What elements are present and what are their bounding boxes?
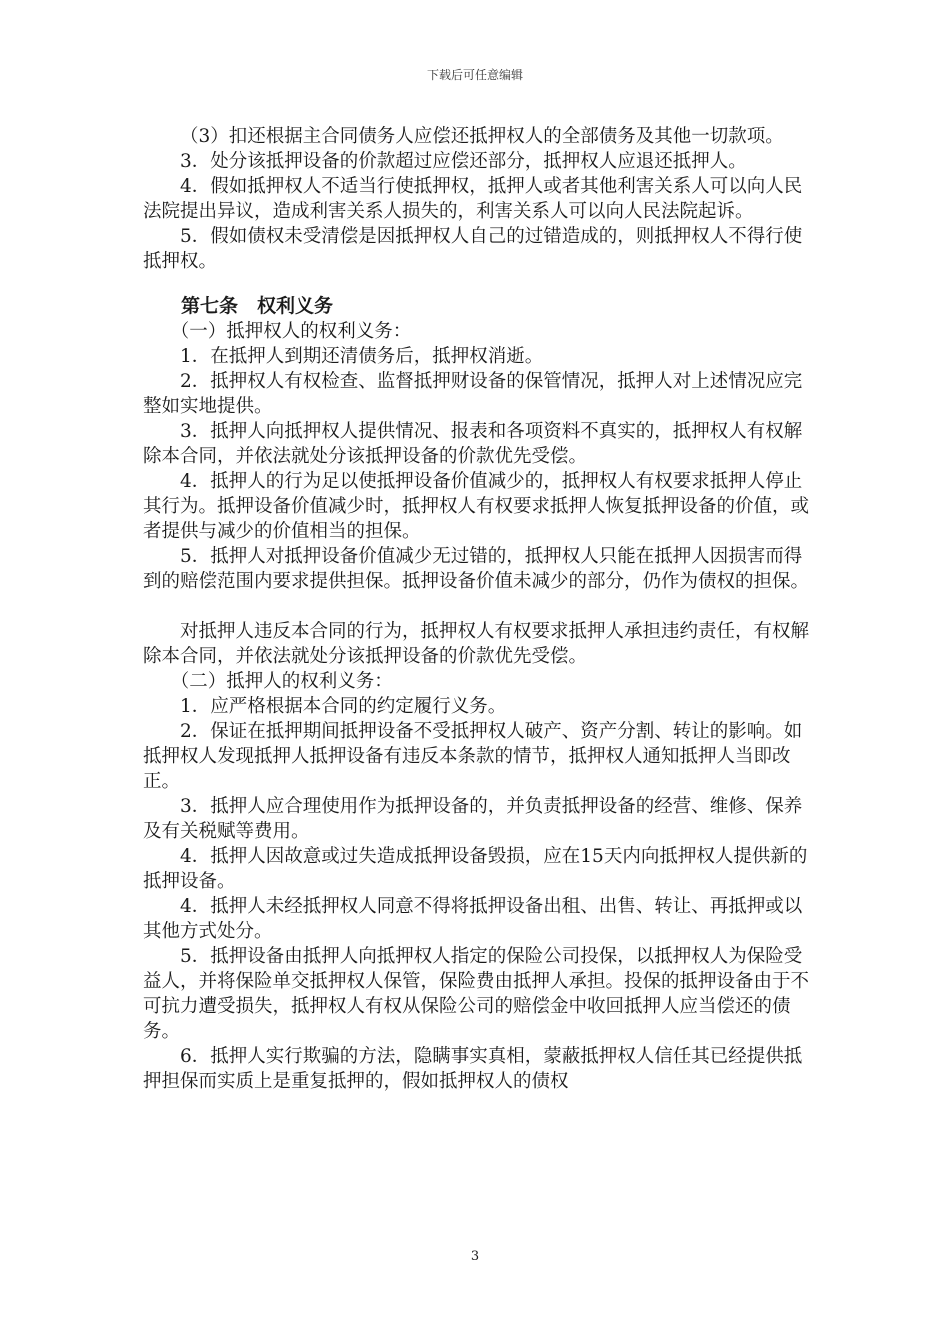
list-item: 4．抵押人未经抵押权人同意不得将抵押设备出租、出售、转让、再抵押或以其他方式处分。 (143, 896, 803, 942)
list-item: 6．抵押人实行欺骗的方法，隐瞒事实真相，蒙蔽抵押权人信任其已经提供抵押担保而实质上是重复抵押的，假如抵押权人的债权 (143, 1046, 803, 1092)
paragraph: 4．假如抵押权人不适当行使抵押权，抵押人或者其他利害关系人可以向人民法院提出异议，造成利害关系人损失的，利害关系人可以向人民法院起诉。 (143, 176, 803, 222)
list-item: 5．抵押人对抵押设备价值减少无过错的，抵押权人只能在抵押人因损害而得到的赔偿范围内要求提供担保。抵押设备价值未减少的部分，仍作为债权的担保。 (143, 546, 810, 592)
list-item: 4．抵押人因故意或过失造成抵押设备毁损，应在15天内向抵押权人提供新的抵押设备。 (143, 846, 808, 892)
section-title: （二）抵押人的权利义务： (170, 671, 393, 692)
list-item: 2．抵押权人有权检查、监督抵押财设备的保管情况，抵押人对上述情况应完整如实地提供。 (143, 371, 803, 417)
list-item: 2．保证在抵押期间抵押设备不受抵押权人破产、资产分割、转让的影响。如抵押权人发现抵押人抵押设备有违反本条款的情节，抵押权人通知抵押人当即改正。 (143, 721, 803, 792)
list-item: 3．抵押人应合理使用作为抵押设备的，并负责抵押设备的经营、维修、保养及有关税赋等费用。 (143, 796, 803, 842)
paragraph: 对抵押人违反本合同的行为，抵押权人有权要求抵押人承担违约责任，有权解除本合同，并依法就处分该抵押设备的价款优先受偿。 (143, 621, 810, 667)
list-item: 1．在抵押人到期还清债务后，抵押权消逝。 (180, 346, 544, 367)
list-item: 3．抵押人向抵押权人提供情况、报表和各项资料不真实的，抵押权人有权解除本合同，并依法就处分该抵押设备的价款优先受偿。 (143, 421, 803, 467)
page-header: 下载后可任意编辑 (426, 68, 523, 82)
document-body (143, 124, 813, 1094)
page-number: 3 (470, 1249, 480, 1264)
list-item: 4．抵押人的行为足以使抵押设备价值减少的，抵押权人有权要求抵押人停止其行为。抵押设备价值减少时，抵押权人有权要求抵押人恢复抵押设备的价值，或者提供与减少的价值相当的担保。 (143, 471, 810, 542)
paragraph: 3．处分该抵押设备的价款超过应偿还部分，抵押权人应退还抵押人。 (180, 151, 747, 172)
list-item: 5．抵押设备由抵押人向抵押权人指定的保险公司投保，以抵押权人为保险受益人，并将保险单交抵押权人保管，保险费由抵押人承担。投保的抵押设备由于不可抗力遭受损失，抵押权人有权从保险公司的赔偿金中收回抵押人应当偿还的债务。 (143, 946, 810, 1042)
article-title: 第七条 权利义务 (181, 295, 334, 317)
paragraph: 5．假如债权未受清偿是因抵押权人自己的过错造成的，则抵押权人不得行使抵押权。 (143, 226, 803, 272)
blank-line (143, 594, 813, 619)
section-title: （一）抵押权人的权利义务： (170, 321, 412, 342)
paragraph: （3）扣还根据主合同债务人应偿还抵押权人的全部债务及其他一切款项。 (180, 126, 784, 147)
list-item: 1．应严格根据本合同的约定履行义务。 (180, 696, 507, 717)
